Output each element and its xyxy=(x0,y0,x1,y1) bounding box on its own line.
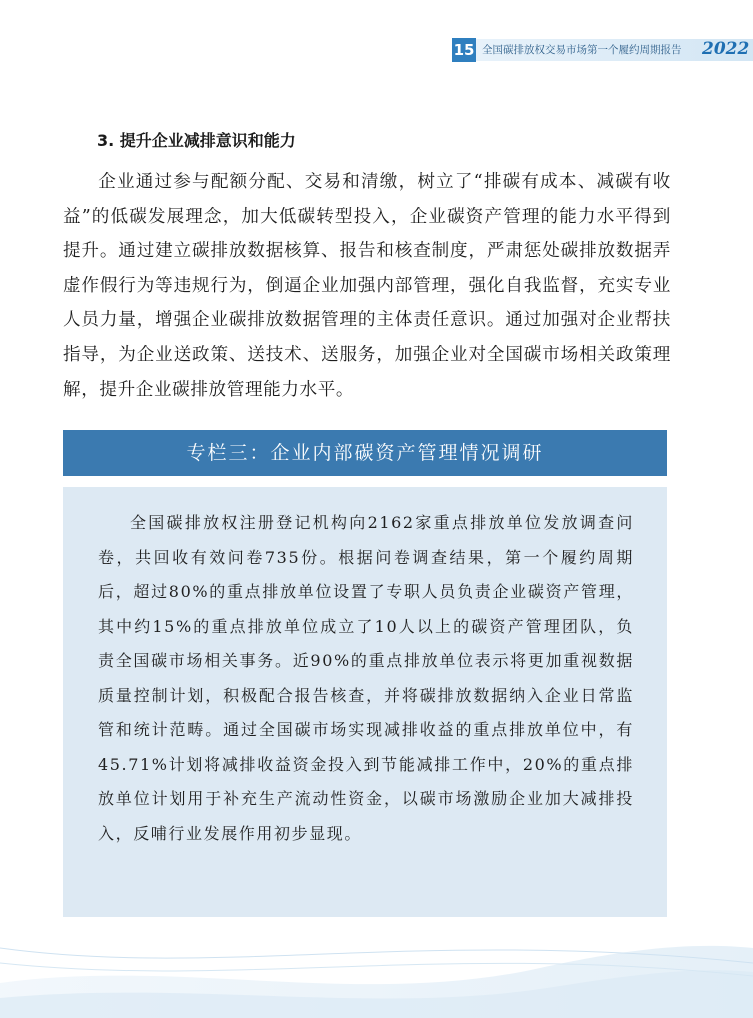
page-number: 15 xyxy=(452,38,476,62)
report-year: 2022 xyxy=(702,39,750,59)
column-box-title: 专栏三：企业内部碳资产管理情况调研 xyxy=(63,430,667,476)
column-box-paragraph: 全国碳排放权注册登记机构向2162家重点排放单位发放调查问卷，共回收有效问卷735份。根据问卷调查结果，第一个履约周期后，超过80%的重点排放单位设置了专职人员负责企业碳资产管理，其中约15%的重点排放单位成立了10人以上的碳资产管理团队，负责全国碳市场相关事务。近90%的重点排放单位表示将更加重视数据质量控制计划，积极配合报告核查，并将碳排放数据纳入企业日常监管和统计范畴。通过全国碳市场实现减排收益的重点排放单位中，有45.71%计划将减排收益资金投入到节能减排工作中，20%的重点排放单位计划用于补充生产流动性资金，以碳市场激励企业加大减排投入，反哺行业发展作用初步显现。 xyxy=(98,513,634,843)
decorative-wave xyxy=(0,888,753,1018)
section-paragraph: 企业通过参与配额分配、交易和清缴，树立了“排碳有成本、减碳有收益”的低碳发展理念，加大低碳转型投入，企业碳资产管理的能力水平得到提升。通过建立碳排放数据核算、报告和核查制度，严肃惩处碳排放数据弄虚作假行为等违规行为，倒逼企业加强内部管理，强化自我监督，充实专业人员力量，增强企业碳排放数据管理的主体责任意识。通过加强对企业帮扶指导，为企业送政策、送技术、送服务，加强企业对全国碳市场相关政策理解，提升企业碳排放管理能力水平。 xyxy=(63,172,671,400)
section-heading: 3. 提升企业减排意识和能力 xyxy=(97,131,296,150)
page-header xyxy=(0,0,753,66)
report-title: 全国碳排放权交易市场第一个履约周期报告 xyxy=(482,44,682,56)
